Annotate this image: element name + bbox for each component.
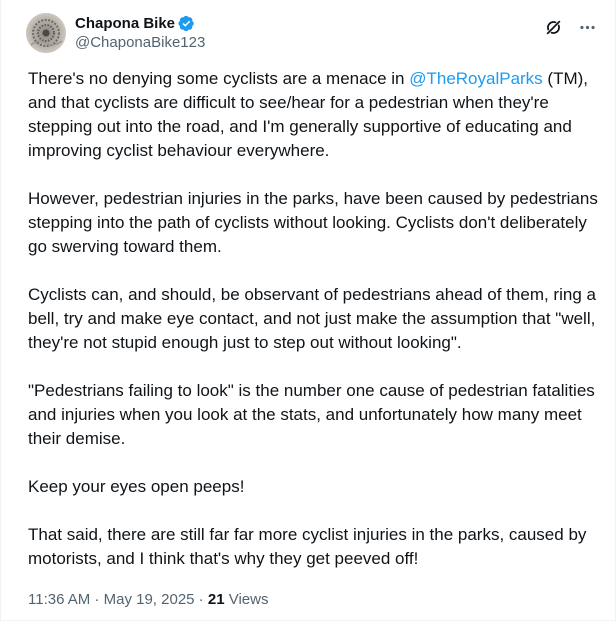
views-count: 21 — [207, 591, 225, 608]
grok-icon[interactable] — [543, 17, 563, 37]
avatar-image — [26, 13, 66, 53]
author-display-name[interactable]: Chapona Bike — [75, 14, 176, 32]
tweet-paragraph-2: However, pedestrian injuries in the parks, have been caused by pedestrians stepping into the path of cyclists without looking. Cyclists don't deliberately go swerving toward them. — [28, 189, 598, 256]
author-name-row[interactable] — [75, 14, 205, 33]
more-options-icon[interactable] — [577, 17, 597, 37]
verified-badge-icon — [178, 15, 195, 32]
tweet-paragraph-1 — [28, 67, 600, 163]
tweet-text — [28, 67, 600, 595]
mention-link[interactable]: @TheRoyalParks — [409, 69, 543, 88]
meta-separator: · — [194, 591, 208, 608]
tweet-paragraph-5: Keep your eyes open peeps! — [28, 477, 245, 496]
views-label: Views — [224, 591, 269, 608]
meta-separator: · — [90, 591, 104, 608]
tweet-date: May 19, 2025 — [103, 591, 195, 608]
tweet-header — [26, 12, 597, 54]
tweet-paragraph-3: Cyclists can, and should, be observant of pedestrians ahead of them, ring a bell, try and make eye contact, and not just make the assumption that "well, they're not stupid enough just to step out without looking". — [28, 285, 596, 352]
tweet-paragraph-6: That said, there are still far far more cyclist injuries in the parks, caused by motorists, and I think that's why they get peeved off! — [28, 525, 587, 568]
author-names — [75, 14, 205, 53]
author-handle[interactable]: @ChaponaBike123 — [75, 33, 206, 51]
tweet-meta — [28, 590, 268, 610]
tweet-paragraph-4: "Pedestrians failing to look" is the number one cause of pedestrian fatalities and injuries when you look at the stats, and unfortunately how many meet their demise. — [28, 381, 595, 448]
tweet-timestamp[interactable] — [28, 591, 195, 608]
avatar[interactable] — [26, 13, 66, 53]
tweet-text-segment: (TM), and that cyclists are difficult to see/hear for a pedestrian when they're stepping out into the road, and I'm generally supportive of educating and improving cyclist behaviour everywhere. — [28, 69, 589, 160]
tweet-time: 11:36 AM — [28, 591, 91, 608]
views-link[interactable] — [208, 591, 269, 608]
tweet-text-segment: There's no denying some cyclists are a menace in — [28, 69, 410, 88]
tweet-actions — [543, 17, 597, 37]
